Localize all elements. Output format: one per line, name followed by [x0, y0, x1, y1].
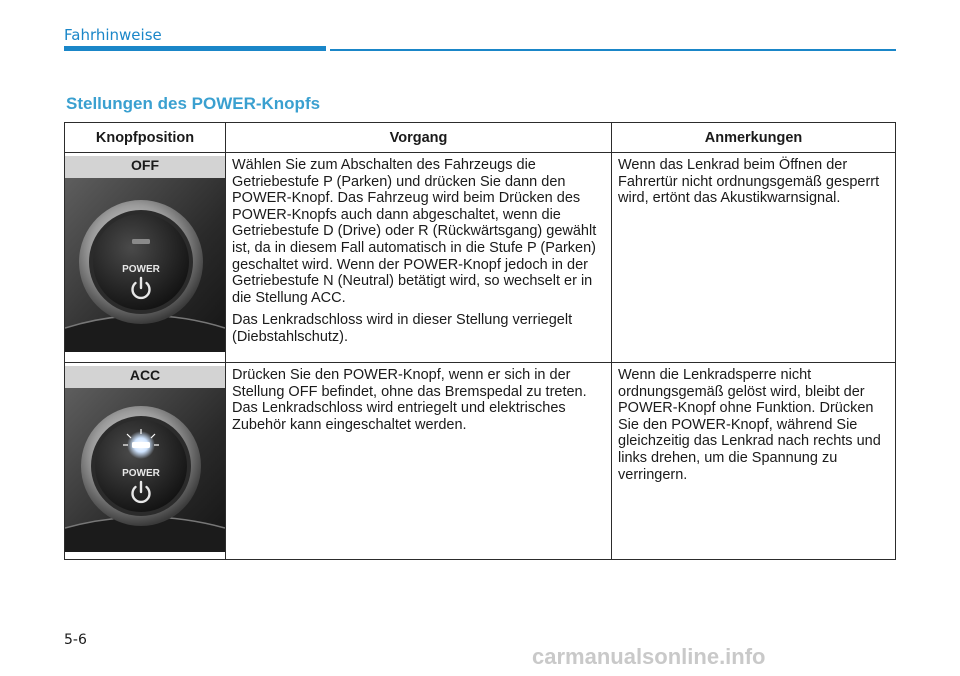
- position-cell: [65, 153, 226, 363]
- table-header-row: [65, 123, 896, 153]
- anmerkungen-cell: Wenn die Lenkradsperre nicht ordnungsgemäß gelöst wird, bleibt der POWER-Knopf ohne Funktion. Drücken Sie den POWER-Knopf, während Sie gleichzeitig das Lenkrad nach rechts und links drehen, um die Spannung zu verringern.: [612, 363, 896, 560]
- column-header-vorgang: Vorgang: [226, 123, 612, 153]
- page-number: 5-6: [64, 632, 87, 648]
- power-button-acc-image: [65, 388, 225, 552]
- power-label: POWER: [122, 468, 160, 479]
- position-cell: [65, 363, 226, 560]
- power-button-table: [64, 122, 896, 560]
- vorgang-cell: [226, 153, 612, 363]
- watermark: carmanualsonline.info: [532, 644, 766, 669]
- column-header-position: Knopfposition: [65, 123, 226, 153]
- vorgang-paragraph: Das Lenkradschloss wird in dieser Stellung verriegelt (Diebstahlschutz).: [232, 312, 573, 345]
- power-label: POWER: [122, 264, 160, 275]
- table-row: [65, 153, 896, 363]
- anmerkungen-cell: Wenn das Lenkrad beim Öffnen der Fahrertür nicht ordnungsgemäß gesperrt wird, ertönt das Akustikwarnsignal.: [612, 153, 896, 363]
- section-title: Fahrhinweise: [64, 26, 162, 44]
- vorgang-paragraph: Drücken Sie den POWER-Knopf, wenn er sich in der Stellung OFF befindet, ohne das Bremspedal zu treten. Das Lenkradschloss wird entriegelt und elektrisches Zubehör kann eingeschaltet werden.: [232, 367, 587, 433]
- page-heading: Stellungen des POWER-Knopfs: [66, 94, 321, 113]
- table-row: [65, 363, 896, 560]
- header-rule-thick: [64, 46, 326, 51]
- vorgang-paragraph: Wählen Sie zum Abschalten des Fahrzeugs die Getriebestufe P (Parken) und drücken Sie dann den POWER-Knopf. Das Fahrzeug wird beim Drücken des POWER-Knopfs auch dann abgeschaltet, wenn die Getriebestufe D (Drive) oder R (Rückwärtsgang) gewählt ist, da in diesem Fall automatisch in die Stufe P (Parken) geschaltet wird. Wenn der POWER-Knopf jedoch in der Getriebestufe N (Neutral) betätigt wird, so wechselt er in die Stellung ACC.: [232, 157, 597, 306]
- position-label: ACC: [65, 366, 225, 388]
- position-label: OFF: [65, 156, 225, 178]
- power-button-off-image: [65, 178, 225, 352]
- vorgang-cell: [226, 363, 612, 560]
- column-header-anmerkungen: Anmerkungen: [612, 123, 896, 153]
- header-rule-thin: [330, 49, 896, 51]
